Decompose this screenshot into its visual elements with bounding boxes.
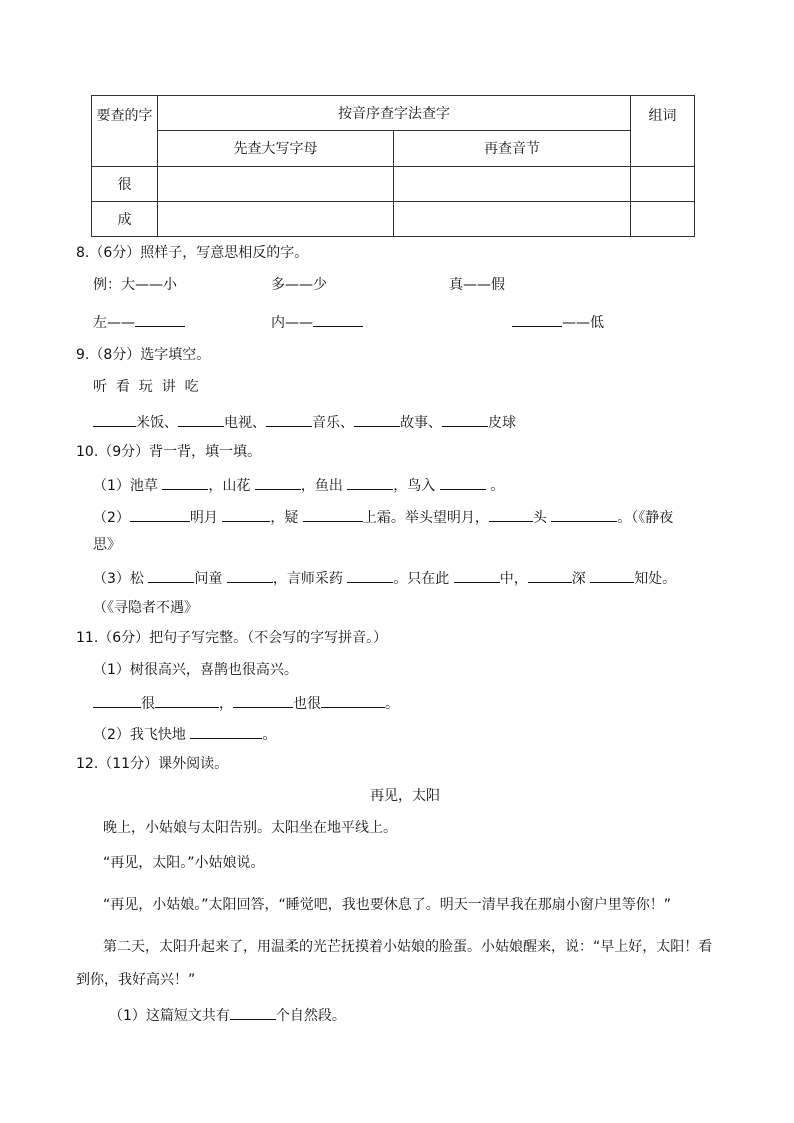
q10-text: 。 (490, 478, 505, 494)
q11-text: 。 (385, 696, 399, 712)
q10-text: 问童 (194, 571, 223, 587)
q9-word: 电视、 (224, 415, 266, 431)
q8-example-2: 多——少 (271, 277, 327, 293)
q9-options: 听 看 玩 讲 吃 (93, 379, 199, 395)
row-char-cell: 很 (92, 166, 158, 201)
answer-blank[interactable] (590, 567, 634, 583)
q10-text: ，鱼出 (300, 478, 343, 494)
q11-text: 很 (141, 696, 155, 712)
q10-poem-3 (93, 567, 676, 589)
answer-blank[interactable] (230, 1004, 276, 1020)
q12-text: 个自然段。 (275, 1008, 346, 1024)
q8-example-3: 真——假 (449, 277, 505, 293)
q11-text: 。 (262, 727, 277, 743)
q10-poem-3-title: （《寻隐者不遇》 (93, 600, 198, 616)
answer-cell[interactable] (394, 201, 631, 236)
answer-blank[interactable] (130, 506, 190, 522)
passage-paragraph-3: “再见，小姑娘。”太阳回答，“睡觉吧，我也要休息了。明天一清早我在那扇小窗户里等你！” (103, 897, 672, 913)
table-row (92, 166, 695, 201)
answer-blank[interactable] (442, 411, 488, 427)
answer-blank[interactable] (148, 567, 194, 583)
row-char-cell: 成 (92, 201, 158, 236)
q10-text: 。只在此 (393, 571, 450, 587)
q11-sentence-2 (93, 723, 276, 745)
q9-word: 音乐、 (312, 415, 354, 431)
answer-blank[interactable] (489, 506, 533, 522)
answer-blank[interactable] (190, 723, 262, 739)
answer-blank[interactable] (227, 567, 273, 583)
q10-text: 上霜。举头望明月， (362, 510, 489, 526)
answer-blank[interactable] (93, 411, 136, 427)
answer-blank[interactable] (178, 411, 224, 427)
answer-blank[interactable] (303, 506, 363, 522)
passage-paragraph-1: 晚上，小姑娘与太阳告别。太阳坐在地平线上。 (103, 820, 397, 836)
header-word-cell: 组词 (631, 96, 695, 167)
q11-text: ， (219, 696, 233, 712)
q11-fill-line (93, 692, 399, 714)
subheader-first-letter-cell: 先查大写字母 (158, 131, 394, 166)
answer-cell[interactable] (394, 166, 631, 201)
q10-text: ，鸟入 (393, 478, 436, 494)
q9-fill-line (93, 411, 516, 433)
answer-blank[interactable] (222, 506, 270, 522)
q8-example-1: 例：大——小 (93, 277, 177, 293)
q10-poem-2-title-end: 思》 (93, 537, 121, 553)
q11-sentence-1: （1）树很高兴，喜鹊也很高兴。 (93, 662, 298, 678)
q10-text: （2） (93, 510, 130, 526)
q10-text: 明月 (189, 510, 218, 526)
answer-blank[interactable] (528, 567, 572, 583)
answer-blank[interactable] (512, 311, 562, 327)
q9-word: 皮球 (488, 415, 516, 431)
q8-item-inner (271, 311, 363, 333)
q11-text: 也很 (293, 696, 321, 712)
q10-poem-1 (93, 474, 504, 496)
table-row (92, 201, 695, 236)
q10-text: ，疑 (270, 510, 299, 526)
q8-item-low (512, 311, 604, 333)
passage-paragraph-4-line-1: 第二天，太阳升起来了，用温柔的光芒抚摸着小姑娘的脸蛋。小姑娘醒来，说：“早上好，太阳！看 (103, 939, 713, 955)
question-9-header: 9.（8分）选字填空。 (76, 347, 211, 363)
answer-blank[interactable] (551, 506, 617, 522)
answer-blank[interactable] (354, 411, 400, 427)
answer-blank[interactable] (321, 692, 385, 708)
answer-blank[interactable] (313, 311, 363, 327)
header-method-cell: 按音序查字法查字 (158, 96, 631, 131)
header-char-cell: 要查的字 (92, 96, 158, 167)
q10-text: ，言师采药 (272, 571, 343, 587)
answer-blank[interactable] (347, 474, 393, 490)
passage-paragraph-4-line-2: 到你，我好高兴！” (76, 972, 196, 988)
q10-text: （3）松 (93, 571, 144, 587)
passage-title: 再见，太阳 (370, 788, 440, 804)
answer-cell[interactable] (158, 166, 394, 201)
q10-text: 知处。 (634, 571, 677, 587)
q8-item-left (93, 311, 185, 333)
char-lookup-table (91, 95, 695, 237)
q10-text: ，山花 (208, 478, 251, 494)
q8-left-label: 左—— (93, 315, 135, 331)
q8-low-label: ——低 (562, 315, 604, 331)
question-8-header: 8.（6分）照样子，写意思相反的字。 (76, 245, 309, 261)
answer-blank[interactable] (93, 692, 141, 708)
q11-text: （2）我飞快地 (93, 727, 186, 743)
q10-text: 深 (571, 571, 586, 587)
q10-poem-2 (93, 506, 673, 528)
answer-blank[interactable] (255, 474, 301, 490)
passage-paragraph-2: “再见，太阳。”小姑娘说。 (103, 855, 265, 871)
question-10-header: 10.（9分）背一背，填一填。 (76, 444, 262, 460)
answer-blank[interactable] (440, 474, 486, 490)
q9-word: 米饭、 (136, 415, 178, 431)
q10-text: （1）池草 (93, 478, 158, 494)
answer-blank[interactable] (155, 692, 219, 708)
answer-cell[interactable] (631, 201, 695, 236)
answer-blank[interactable] (454, 567, 500, 583)
q12-text: （1）这篇短文共有 (109, 1008, 230, 1024)
answer-blank[interactable] (347, 567, 393, 583)
answer-blank[interactable] (162, 474, 208, 490)
subheader-syllable-cell: 再查音节 (394, 131, 631, 166)
answer-cell[interactable] (631, 166, 695, 201)
q9-word: 故事、 (400, 415, 442, 431)
q10-text: 。（《静夜 (617, 510, 674, 526)
q12-sub-question-1 (109, 1004, 346, 1026)
q8-inner-label: 内—— (271, 315, 313, 331)
question-11-header: 11.（6分）把句子写完整。（不会写的字写拼音。） (76, 630, 388, 646)
q10-text: 头 (532, 510, 547, 526)
q10-text: 中， (499, 571, 528, 587)
answer-cell[interactable] (158, 201, 394, 236)
answer-blank[interactable] (266, 411, 312, 427)
answer-blank[interactable] (233, 692, 293, 708)
answer-blank[interactable] (135, 311, 185, 327)
question-12-header: 12.（11分）课外阅读。 (76, 756, 229, 772)
